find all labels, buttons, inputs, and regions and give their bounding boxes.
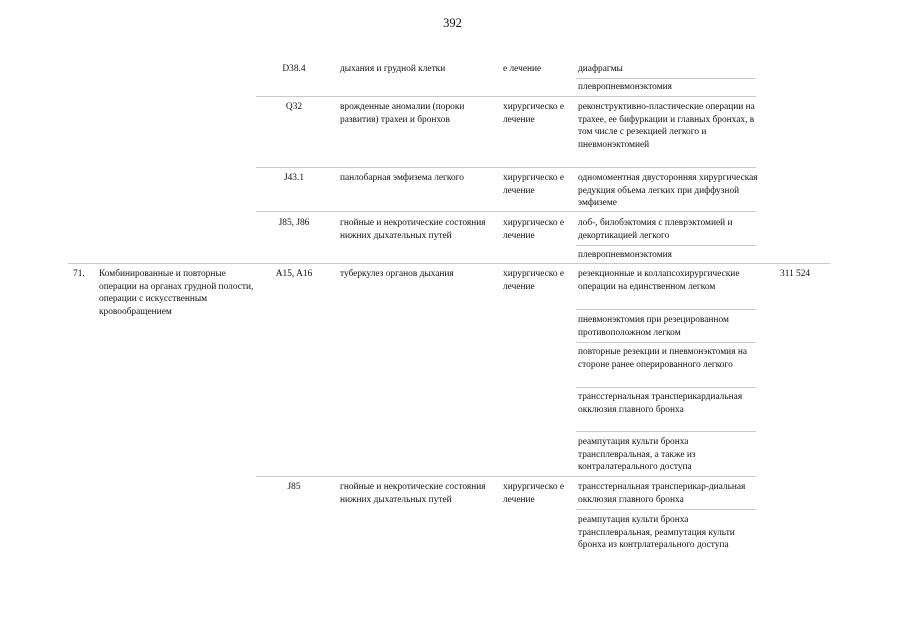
diagnosis-code: Q32: [285, 102, 303, 112]
treatment-type: хирургическо е лечение: [503, 173, 565, 196]
row-divider: [256, 476, 756, 477]
treatment-type: е лечение: [503, 64, 542, 74]
method-item: повторные резекции и пневмонэктомия на стороне ранее оперированного легкого: [578, 347, 748, 370]
operation-group-name: Комбинированные и повторные операции на органах грудной полости, операции с искусственным кровообращением: [99, 269, 254, 317]
row-divider: [68, 263, 830, 264]
row-divider: [576, 509, 756, 510]
row-number: 71.: [73, 269, 85, 279]
diagnosis-text: гнойные и некротические состояния нижних дыхательных путей: [340, 482, 486, 505]
diagnosis-text: туберкулез органов дыхания: [340, 269, 454, 279]
method-item: трансстернальная трансперикар-диальная окклюзия главного бронха: [578, 482, 746, 505]
method-item: диафрагмы: [578, 64, 623, 74]
row-divider: [576, 245, 756, 246]
diagnosis-text: дыхания и грудной клетки: [340, 64, 446, 74]
method-item: плевропневмонэктомия: [578, 82, 672, 92]
diagnosis-code: A15, A16: [275, 269, 313, 279]
row-divider: [576, 78, 756, 79]
diagnosis-text: врожденные аномалии (пороки развития) трахеи и бронхов: [340, 102, 465, 125]
page-number: 392: [443, 16, 462, 30]
diagnosis-text: панлобарная эмфизема легкого: [340, 173, 464, 183]
treatment-type: хирургическо е лечение: [503, 482, 565, 505]
method-item: резекционные и коллапсохирургические операции на единственном легком: [578, 269, 740, 292]
method-item: трансстернальная трансперикардиальная окклюзия главного бронха: [578, 392, 743, 415]
row-divider: [256, 211, 756, 212]
method-item: лоб-, билобэктомия с плеврэктомией и декортикацией легкого: [578, 218, 733, 241]
row-divider: [256, 167, 756, 168]
cost-value: 311 524: [780, 269, 811, 279]
treatment-type: хирургическо е лечение: [503, 218, 565, 241]
treatment-type: хирургическо е лечение: [503, 269, 565, 292]
row-divider: [576, 309, 756, 310]
method-item: одномоментная двусторонняя хирургическая редукция объема легких при диффузной эмфиземе: [578, 173, 758, 209]
treatment-type: хирургическо е лечение: [503, 102, 565, 125]
diagnosis-text: гнойные и некротические состояния нижних дыхательных путей: [340, 218, 486, 241]
diagnosis-code: D38.4: [282, 64, 306, 74]
diagnosis-code: J43.1: [283, 173, 305, 183]
method-item: реконструктивно-пластические операции на трахее, ее бифуркации и главных бронхах, в том числе с резекцией легкого и пневмонэктомией: [578, 102, 755, 150]
method-item: плевропневмонэктомия: [578, 250, 672, 260]
diagnosis-code: J85, J86: [278, 218, 310, 228]
diagnosis-code: J85: [287, 482, 301, 492]
method-item: пневмонэктомия при резецированном противоположном легком: [578, 315, 729, 338]
method-item: реампутация культи бронха трансплевральная, реампутация культи бронха из контрлатерального доступа: [578, 515, 735, 551]
row-divider: [576, 342, 756, 343]
row-divider: [256, 96, 756, 97]
row-divider: [576, 387, 756, 388]
row-divider: [576, 431, 756, 432]
method-item: реампутация культи бронха трансплевральная, а также из контралатерального доступа: [578, 437, 696, 473]
